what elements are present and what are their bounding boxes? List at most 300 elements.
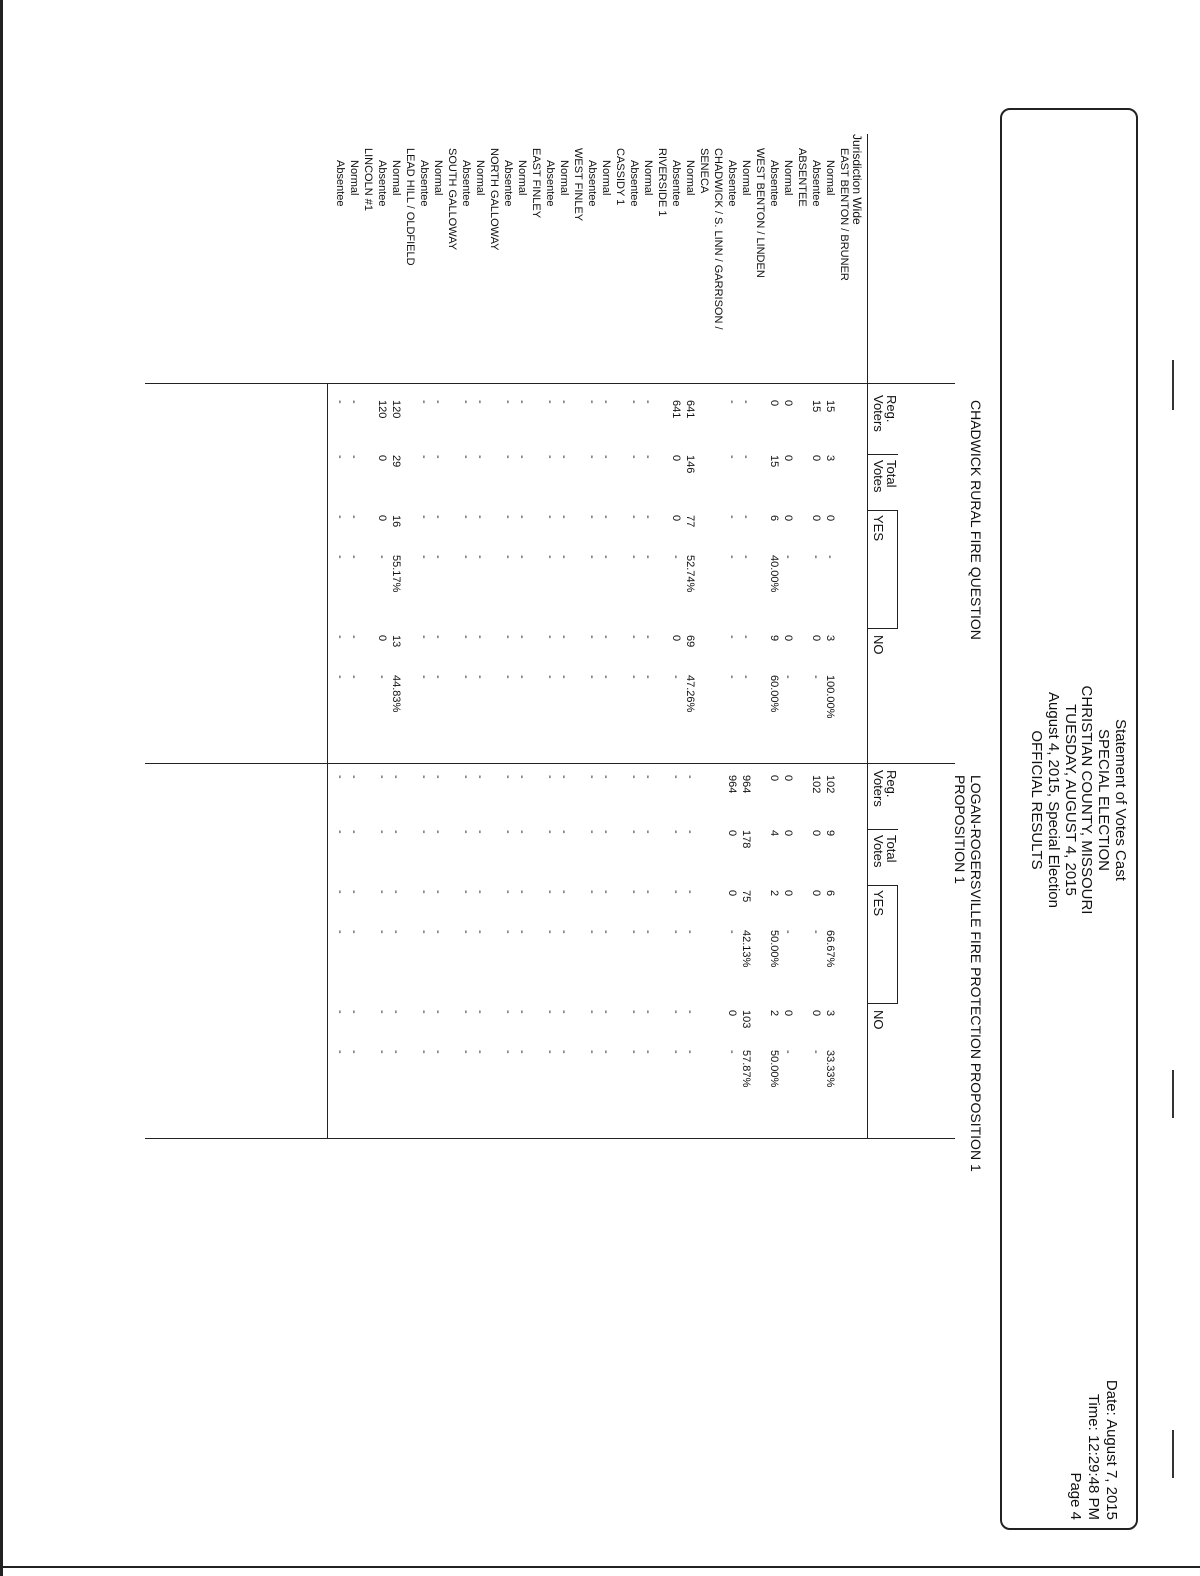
cell-value: -: [418, 775, 430, 779]
cell-value: 0: [726, 830, 738, 837]
cell-value: -: [726, 400, 738, 404]
cell-value: -: [348, 890, 360, 894]
table-row: [642, 0, 654, 1576]
jurisdiction-label: Normal: [474, 160, 486, 196]
header-rule: [867, 134, 868, 1138]
cell-value: 0: [670, 515, 682, 522]
table-row: [362, 0, 374, 1576]
table-row: [530, 0, 542, 1576]
cell-value: 964: [726, 775, 738, 794]
cell-value: 0: [768, 775, 780, 782]
cell-value: -: [502, 890, 514, 894]
cell-value: 0: [782, 400, 794, 407]
cell-value: -: [376, 890, 388, 894]
table-row: [656, 0, 668, 1576]
cell-value: -: [334, 775, 346, 779]
cell-value: -: [432, 775, 444, 779]
cell-value: -: [376, 555, 388, 559]
cell-value: -: [460, 1050, 472, 1054]
cell-value: -: [418, 1010, 430, 1014]
cell-value: -: [474, 930, 486, 934]
cell-value: -: [418, 515, 430, 519]
cell-value: -: [558, 1010, 570, 1014]
table-row: [614, 0, 626, 1576]
cell-value: -: [670, 830, 682, 834]
cell-value: -: [726, 555, 738, 559]
cell-value: 0: [810, 890, 822, 897]
cell-value: 102: [824, 775, 836, 794]
report-title: [1027, 520, 1128, 1080]
cell-value: 29: [390, 455, 402, 468]
cell-value: -: [334, 635, 346, 639]
cell-value: -: [418, 830, 430, 834]
table-row: [404, 0, 416, 1576]
cell-value: -: [740, 455, 752, 459]
jurisdiction-label: Absentee: [502, 160, 514, 207]
cell-value: -: [600, 675, 612, 679]
cell-value: -: [474, 775, 486, 779]
jurisdiction-label: CASSIDY 1: [614, 148, 626, 206]
cell-value: -: [460, 455, 472, 459]
cell-value: 0: [782, 455, 794, 462]
cell-value: -: [558, 515, 570, 519]
cell-value: -: [334, 890, 346, 894]
column-header-reg-voters: Reg. Voters: [871, 770, 899, 807]
cell-value: -: [558, 890, 570, 894]
cell-value: -: [348, 1010, 360, 1014]
cell-value: -: [740, 400, 752, 404]
cell-value: 641: [670, 400, 682, 419]
cell-value: -: [628, 775, 640, 779]
jurisdiction-label: RIVERSIDE 1: [656, 148, 668, 217]
cell-value: -: [684, 1010, 696, 1014]
cell-value: -: [586, 1050, 598, 1054]
column-header-yes: YES: [871, 515, 886, 542]
cell-value: -: [684, 830, 696, 834]
jurisdiction-label: Normal: [740, 160, 752, 196]
cell-value: -: [628, 1050, 640, 1054]
title-line: CHRISTIAN COUNTY, MISSOURI: [1078, 685, 1096, 915]
cell-value: 0: [782, 1010, 794, 1017]
cell-value: 0: [726, 1010, 738, 1017]
cell-value: -: [348, 1050, 360, 1054]
jurisdiction-label: Normal: [348, 160, 360, 196]
cell-value: -: [376, 1010, 388, 1014]
column-rule: [868, 454, 898, 455]
jurisdiction-label: Absentee: [376, 160, 388, 207]
cell-value: -: [600, 930, 612, 934]
cell-value: -: [586, 1010, 598, 1014]
cell-value: -: [334, 455, 346, 459]
cell-value: -: [642, 930, 654, 934]
cell-value: -: [824, 555, 836, 559]
cell-value: -: [628, 455, 640, 459]
jurisdiction-label: Absentee: [460, 160, 472, 207]
cell-value: -: [586, 515, 598, 519]
cell-value: 50.00%: [768, 930, 780, 968]
cell-value: 50.00%: [768, 1050, 780, 1088]
title-line: August 4, 2015, Special Election: [1044, 692, 1062, 908]
cell-value: -: [474, 890, 486, 894]
cell-value: -: [334, 515, 346, 519]
cell-value: 3: [824, 635, 836, 642]
cell-value: 146: [684, 455, 696, 474]
cell-value: -: [670, 555, 682, 559]
cell-value: -: [628, 400, 640, 404]
column-header-no: NO: [871, 1010, 886, 1030]
cell-value: -: [390, 775, 402, 779]
cell-value: -: [544, 675, 556, 679]
cell-value: 0: [768, 400, 780, 407]
cell-value: -: [810, 675, 822, 679]
cell-value: -: [740, 635, 752, 639]
jurisdiction-label: WEST FINLEY: [572, 148, 584, 222]
table-row: [488, 0, 500, 1576]
cell-value: -: [558, 930, 570, 934]
cell-value: -: [334, 400, 346, 404]
cell-value: -: [516, 635, 528, 639]
cell-value: -: [502, 635, 514, 639]
cell-value: 0: [782, 635, 794, 642]
cell-value: 9: [768, 635, 780, 642]
table-row: [796, 0, 808, 1576]
cell-value: -: [600, 555, 612, 559]
cell-value: 0: [726, 890, 738, 897]
cell-value: -: [418, 555, 430, 559]
table-row: [544, 0, 556, 1576]
cell-value: -: [726, 1050, 738, 1054]
cell-value: -: [544, 1010, 556, 1014]
title-line: Statement of Votes Cast: [1112, 719, 1129, 881]
cell-value: -: [670, 930, 682, 934]
table-row: [684, 0, 696, 1576]
cell-value: -: [516, 400, 528, 404]
cell-value: -: [474, 400, 486, 404]
cell-value: -: [600, 1050, 612, 1054]
cell-value: -: [432, 455, 444, 459]
cell-value: -: [782, 930, 794, 934]
cell-value: -: [544, 455, 556, 459]
cell-value: -: [558, 455, 570, 459]
cell-value: -: [586, 555, 598, 559]
cell-value: 641: [684, 400, 696, 419]
jurisdiction-label: Absentee: [628, 160, 640, 207]
column-rule: [868, 510, 898, 511]
jurisdiction-label: Normal: [558, 160, 570, 196]
cell-value: 60.00%: [768, 675, 780, 713]
cell-value: -: [348, 830, 360, 834]
cell-value: 964: [740, 775, 752, 794]
cell-value: 2: [768, 1010, 780, 1017]
cell-value: -: [418, 675, 430, 679]
cell-value: -: [600, 400, 612, 404]
table-row: [460, 0, 472, 1576]
cell-value: -: [642, 400, 654, 404]
cell-value: -: [432, 675, 444, 679]
table-row: [838, 0, 850, 1576]
cell-value: 52.74%: [684, 555, 696, 593]
cell-value: -: [670, 1010, 682, 1014]
cell-value: -: [432, 930, 444, 934]
cell-value: -: [586, 635, 598, 639]
cell-value: -: [516, 555, 528, 559]
jurisdiction-label: WEST BENTON / LINDEN: [754, 148, 766, 278]
table-row: [754, 0, 766, 1576]
cell-value: -: [726, 930, 738, 934]
cell-value: -: [586, 890, 598, 894]
cell-value: -: [348, 635, 360, 639]
jurisdiction-label: Normal: [600, 160, 612, 196]
cell-value: 42.13%: [740, 930, 752, 968]
cell-value: -: [642, 555, 654, 559]
cell-value: -: [432, 400, 444, 404]
cell-value: -: [642, 455, 654, 459]
cell-value: -: [810, 555, 822, 559]
cell-value: -: [348, 515, 360, 519]
cell-value: -: [474, 830, 486, 834]
table-row: [628, 0, 640, 1576]
cell-value: 44.83%: [390, 675, 402, 713]
cell-value: 103: [740, 1010, 752, 1029]
cell-value: -: [810, 1050, 822, 1054]
table-row: [824, 0, 836, 1576]
cell-value: 13: [390, 635, 402, 648]
cell-value: 2: [768, 890, 780, 897]
cell-value: 0: [810, 635, 822, 642]
cell-value: -: [516, 515, 528, 519]
cell-value: -: [516, 930, 528, 934]
cell-value: -: [600, 455, 612, 459]
cell-value: -: [642, 675, 654, 679]
cell-value: -: [544, 635, 556, 639]
column-header-no: NO: [871, 635, 886, 655]
cell-value: 15: [824, 400, 836, 413]
column-rule: [868, 885, 898, 886]
cell-value: -: [726, 455, 738, 459]
cell-value: -: [376, 675, 388, 679]
cell-value: -: [544, 775, 556, 779]
cell-value: -: [642, 1010, 654, 1014]
cell-value: 0: [376, 515, 388, 522]
cell-value: -: [474, 555, 486, 559]
cell-value: -: [782, 675, 794, 679]
cell-value: -: [558, 400, 570, 404]
jurisdiction-label: Normal: [390, 160, 402, 196]
column-header-total-votes: Total Votes: [871, 835, 899, 868]
cell-value: -: [600, 775, 612, 779]
table-row: [712, 0, 724, 1576]
cell-value: 57.87%: [740, 1050, 752, 1088]
cell-value: 15: [768, 455, 780, 468]
report-date: Date: August 7, 2015: [1103, 1379, 1120, 1520]
cell-value: 16: [390, 515, 402, 528]
cell-value: -: [390, 1050, 402, 1054]
cell-value: -: [376, 775, 388, 779]
cell-value: -: [474, 635, 486, 639]
cell-value: -: [390, 930, 402, 934]
cell-value: -: [684, 775, 696, 779]
jurisdiction-label: Absentee: [544, 160, 556, 207]
table-row: [782, 0, 794, 1576]
cell-value: 9: [824, 830, 836, 837]
cell-value: -: [348, 555, 360, 559]
cell-value: 0: [670, 455, 682, 462]
cell-value: -: [474, 1010, 486, 1014]
cell-value: -: [418, 930, 430, 934]
cell-value: -: [460, 675, 472, 679]
jurisdiction-label: Absentee: [726, 160, 738, 207]
cell-value: -: [558, 635, 570, 639]
contest-title: LOGAN-ROGERSVILLE FIRE PROTECTION PROPOSITION 1: [968, 775, 984, 1172]
jurisdiction-label: EAST FINLEY: [530, 148, 542, 219]
cell-value: -: [558, 830, 570, 834]
title-line: SPECIAL ELECTION: [1095, 729, 1113, 871]
table-row: [446, 0, 458, 1576]
cell-value: 178: [740, 830, 752, 849]
cell-value: -: [474, 1050, 486, 1054]
jurisdiction-label: LEAD HILL / OLDFIELD: [404, 148, 416, 266]
cell-value: -: [474, 455, 486, 459]
cell-value: -: [684, 890, 696, 894]
cell-value: 6: [768, 515, 780, 522]
cell-value: 100.00%: [824, 675, 836, 719]
cell-value: 120: [390, 400, 402, 419]
cell-value: -: [460, 400, 472, 404]
jurisdiction-label: Absentee: [334, 160, 346, 207]
cell-value: -: [460, 555, 472, 559]
contest-title: CHADWICK RURAL FIRE QUESTION: [968, 400, 984, 640]
cell-value: -: [558, 675, 570, 679]
contest-title: PROPOSITION 1: [952, 775, 968, 884]
table-row: [698, 0, 710, 1576]
cell-value: -: [516, 1010, 528, 1014]
cell-value: -: [586, 455, 598, 459]
cell-value: -: [628, 830, 640, 834]
jurisdiction-label: Normal: [642, 160, 654, 196]
table-row: [474, 0, 486, 1576]
cell-value: -: [670, 775, 682, 779]
table-row: [432, 0, 444, 1576]
jurisdiction-label: Absentee: [810, 160, 822, 207]
cell-value: -: [516, 455, 528, 459]
cell-value: -: [740, 555, 752, 559]
report-time: Time: 12:29:48 PM: [1085, 1393, 1102, 1520]
cell-value: -: [348, 775, 360, 779]
cell-value: -: [600, 890, 612, 894]
header-rule: [897, 885, 898, 1003]
cell-value: -: [432, 515, 444, 519]
table-row: [572, 0, 584, 1576]
jurisdiction-label: CHADWICK / S. LINN / GARRISON /: [712, 148, 724, 330]
cell-value: -: [334, 1050, 346, 1054]
cell-value: -: [432, 555, 444, 559]
cell-value: 102: [810, 775, 822, 794]
cell-value: 6: [824, 890, 836, 897]
cell-value: 0: [376, 455, 388, 462]
cell-value: -: [516, 890, 528, 894]
cell-value: -: [376, 930, 388, 934]
jurisdiction-label: Absentee: [586, 160, 598, 207]
cell-value: -: [684, 930, 696, 934]
cell-value: 40.00%: [768, 555, 780, 593]
cell-value: 0: [376, 635, 388, 642]
cell-value: -: [334, 555, 346, 559]
cell-value: 66.67%: [824, 930, 836, 968]
cell-value: 3: [824, 455, 836, 462]
cell-value: -: [558, 1050, 570, 1054]
table-row: [740, 0, 752, 1576]
cell-value: -: [432, 890, 444, 894]
table-row: [376, 0, 388, 1576]
jurisdiction-label: Normal: [432, 160, 444, 196]
cell-value: -: [334, 1010, 346, 1014]
cell-value: -: [600, 830, 612, 834]
cell-value: 0: [782, 830, 794, 837]
cell-value: -: [516, 775, 528, 779]
cell-value: -: [642, 775, 654, 779]
cell-value: -: [628, 930, 640, 934]
cell-value: -: [628, 515, 640, 519]
table-row: [810, 0, 822, 1576]
cell-value: -: [418, 455, 430, 459]
title-line: OFFICIAL RESULTS: [1028, 730, 1046, 870]
cell-value: -: [334, 930, 346, 934]
cell-value: 0: [810, 455, 822, 462]
cell-value: 69: [684, 635, 696, 648]
cell-value: -: [502, 515, 514, 519]
jurisdiction-label: SOUTH GALLOWAY: [446, 148, 458, 251]
cell-value: -: [418, 1050, 430, 1054]
cell-value: -: [586, 775, 598, 779]
jurisdiction-label: NORTH GALLOWAY: [488, 148, 500, 251]
cell-value: -: [348, 675, 360, 679]
table-bottom-rule: [327, 383, 328, 1138]
title-line: TUESDAY, AUGUST 4, 2015: [1061, 704, 1079, 896]
cell-value: -: [348, 400, 360, 404]
column-header-yes: YES: [871, 890, 886, 917]
cell-value: 4: [768, 830, 780, 837]
cell-value: 55.17%: [390, 555, 402, 593]
cell-value: -: [628, 555, 640, 559]
jurisdiction-label: Normal: [824, 160, 836, 196]
cell-value: -: [544, 830, 556, 834]
cell-value: -: [586, 930, 598, 934]
jurisdiction-label: Normal: [516, 160, 528, 196]
cell-value: -: [516, 1050, 528, 1054]
cell-value: -: [544, 890, 556, 894]
table-row: [334, 0, 346, 1576]
cell-value: 120: [376, 400, 388, 419]
cell-value: -: [460, 775, 472, 779]
table-row: [600, 0, 612, 1576]
cell-value: -: [390, 890, 402, 894]
table-row: [348, 0, 360, 1576]
cell-value: -: [460, 635, 472, 639]
cell-value: -: [726, 635, 738, 639]
cell-value: -: [460, 830, 472, 834]
cell-value: -: [628, 1010, 640, 1014]
cell-value: -: [502, 455, 514, 459]
cell-value: -: [502, 830, 514, 834]
cell-value: -: [390, 830, 402, 834]
cell-value: -: [432, 1050, 444, 1054]
table-row: [670, 0, 682, 1576]
jurisdiction-label: SENECA: [698, 148, 710, 194]
cell-value: -: [642, 1050, 654, 1054]
cell-value: -: [782, 1050, 794, 1054]
cell-value: -: [376, 830, 388, 834]
jurisdiction-label: ABSENTEE: [796, 148, 808, 207]
